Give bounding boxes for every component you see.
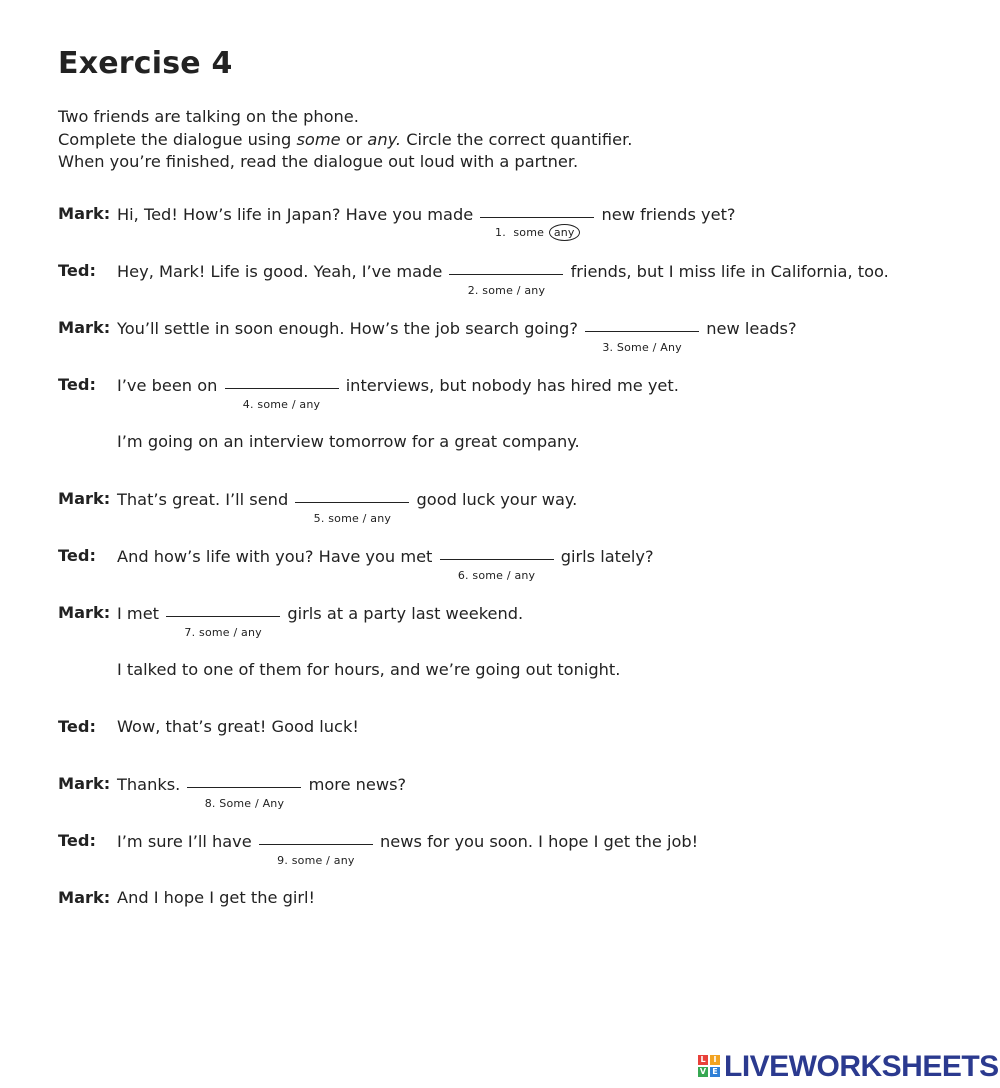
instruction-circle-text: Circle the correct quantifier.	[401, 129, 633, 149]
line-text: And how’s life with you? Have you met	[117, 547, 433, 567]
speaker: Mark:	[58, 318, 111, 337]
answer-blank-2[interactable]	[449, 261, 563, 297]
speaker: Ted:	[58, 546, 96, 565]
speaker: Ted:	[58, 375, 96, 394]
dialogue-line-7	[58, 603, 988, 643]
quantifier-hint-4[interactable]: 4. some / any	[242, 398, 321, 411]
line-text: Hi, Ted! How’s life in Japan? Have you made	[117, 205, 474, 225]
line-text: I’m sure I’ll have	[117, 832, 252, 852]
answer-blank-8[interactable]	[187, 774, 301, 810]
logo-mark-letter: V	[699, 1067, 707, 1076]
logo-mark-letter: L	[698, 1055, 708, 1065]
dialogue-line-4-continued	[58, 432, 988, 472]
speaker: Mark:	[58, 774, 111, 793]
line-text-after: interviews, but nobody has hired me yet.	[345, 376, 679, 396]
speaker: Mark:	[58, 603, 111, 622]
quantifier-hint-9[interactable]: 9. some / any	[277, 854, 355, 867]
line-text-after: good luck your way.	[416, 490, 578, 510]
line-text: That’s great. I’ll send	[117, 490, 289, 510]
line-text: I’m going on an interview tomorrow for a great company.	[117, 432, 580, 451]
dialogue-line-3	[58, 318, 988, 358]
instructions	[58, 106, 632, 174]
speaker: Mark:	[58, 489, 111, 508]
dialogue-line-9	[58, 774, 988, 814]
line-text-after: news for you soon. I hope I get the job!	[380, 832, 699, 852]
instruction-or: or	[340, 129, 368, 149]
line-text: Wow, that’s great! Good luck!	[117, 717, 359, 736]
instruction-line-2	[58, 129, 632, 152]
line-text: And I hope I get the girl!	[117, 888, 315, 907]
line-text: You’ll settle in soon enough. How’s the job search going?	[117, 319, 578, 339]
dialogue-line-1	[58, 204, 988, 244]
hint-number: 1.	[495, 226, 506, 239]
dialogue-line-10	[58, 831, 988, 871]
logo-mark-letter: E	[710, 1067, 720, 1077]
dialogue-line-11	[58, 888, 988, 928]
speaker: Ted:	[58, 717, 96, 736]
dialogue-line-6	[58, 546, 988, 586]
answer-blank-3[interactable]	[585, 318, 699, 354]
dialogue-line-4	[58, 375, 988, 415]
liveworksheets-logo-icon	[698, 1055, 722, 1079]
line-text: Thanks.	[117, 775, 181, 795]
line-text-after: girls lately?	[560, 547, 654, 567]
answer-blank-5[interactable]	[295, 489, 409, 525]
answer-blank-1[interactable]	[480, 204, 594, 239]
line-text: I’ve been on	[117, 376, 218, 396]
answer-blank-9[interactable]	[259, 831, 373, 867]
line-text: I talked to one of them for hours, and we’re going out tonight.	[117, 660, 621, 679]
line-text-after: new friends yet?	[601, 205, 736, 225]
exercise-title: Exercise 4	[58, 46, 233, 81]
quantifier-hint-5[interactable]: 5. some / any	[313, 512, 392, 525]
quantifier-hint-1	[480, 224, 594, 241]
instruction-any: any.	[367, 129, 402, 149]
speaker: Ted:	[58, 261, 96, 280]
speaker: Ted:	[58, 831, 96, 850]
speaker: Mark:	[58, 204, 111, 223]
logo-text: LIVEWORKSHEETS	[724, 1050, 999, 1083]
hint-option-some[interactable]: some	[513, 226, 545, 239]
hint-option-any-circled[interactable]: any	[549, 224, 580, 241]
instruction-line-3: When you’re finished, read the dialogue out loud with a partner.	[58, 152, 579, 172]
instruction-line-1: Two friends are talking on the phone.	[58, 107, 359, 126]
quantifier-hint-7[interactable]: 7. some / any	[184, 626, 262, 639]
logo-mark-letter: I	[710, 1055, 720, 1065]
speaker: Mark:	[58, 888, 111, 907]
quantifier-hint-3[interactable]: 3. Some / Any	[602, 341, 682, 354]
dialogue-line-7-continued	[58, 660, 988, 700]
line-text-after: girls at a party last weekend.	[287, 604, 524, 624]
line-text-after: more news?	[308, 775, 407, 795]
instruction-some: some	[296, 129, 341, 149]
answer-blank-6[interactable]	[440, 546, 554, 582]
answer-blank-7[interactable]	[166, 603, 280, 639]
answer-blank-4[interactable]	[225, 375, 339, 411]
line-text: Hey, Mark! Life is good. Yeah, I’ve made	[117, 262, 443, 282]
instruction-text: Complete the dialogue using	[58, 129, 297, 149]
line-text-after: friends, but I miss life in California, too.	[570, 262, 889, 282]
dialogue-line-2	[58, 261, 988, 301]
quantifier-hint-2[interactable]: 2. some / any	[467, 284, 546, 297]
quantifier-hint-6[interactable]: 6. some / any	[457, 569, 536, 582]
line-text: I met	[117, 604, 159, 624]
dialogue-line-5	[58, 489, 988, 529]
dialogue-line-8	[58, 717, 988, 757]
quantifier-hint-8[interactable]: 8. Some / Any	[204, 797, 285, 810]
line-text-after: new leads?	[706, 319, 797, 339]
